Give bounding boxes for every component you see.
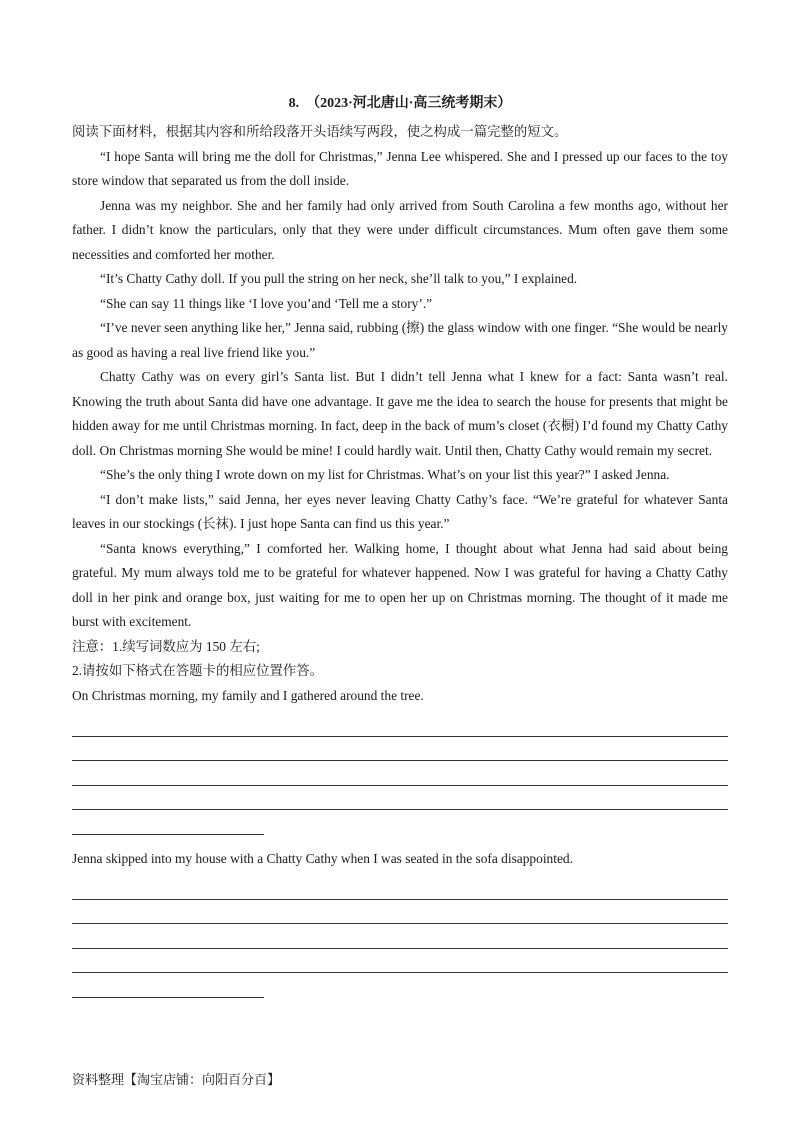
passage-paragraph-5: “I’ve never seen anything like her,” Jenna said, rubbing (擦) the glass window with one finger. “She would be nearly as good as having a real live friend like you.” <box>72 320 728 360</box>
answer-line <box>72 712 728 737</box>
footer-source: 资料整理【淘宝店铺：向阳百分百】 <box>72 1072 281 1087</box>
prompt-paragraph-1: On Christmas morning, my family and I gathered around the tree. <box>72 687 424 703</box>
answer-line-short <box>72 973 264 998</box>
answer-line-short <box>72 810 264 835</box>
note-word-count: 注意：1.续写词数应为 150 左右; <box>72 638 260 654</box>
answer-line <box>72 786 728 811</box>
passage-paragraph-3: “It’s Chatty Cathy doll. If you pull the string on her neck, she’ll talk to you,” I explained. <box>100 271 578 286</box>
question-heading: 8. （2023·河北唐山·高三统考期末） <box>288 96 512 111</box>
instruction-text: 阅读下面材料，根据其内容和所给段落开头语续写两段，使之构成一篇完整的短文。 <box>72 124 568 139</box>
answer-lines-2 <box>72 875 728 998</box>
answer-line <box>72 949 728 974</box>
answer-line <box>72 900 728 925</box>
passage-paragraph-8: “I don’t make lists,” said Jenna, her eyes never leaving Chatty Cathy’s face. “We’re grateful for whatever Santa leaves in our stockings (长袜). I just hope Santa can find us this year.” <box>72 491 728 531</box>
note-format: 2.请按如下格式在答题卡的相应位置作答。 <box>72 663 324 678</box>
passage-paragraph-1: “I hope Santa will bring me the doll for Christmas,” Jenna Lee whispered. She and I pressed up our faces to the toy store window that separated us from the doll inside. <box>72 148 728 188</box>
answer-line <box>72 761 728 786</box>
answer-line <box>72 737 728 762</box>
passage-paragraph-7: “She’s the only thing I wrote down on my list for Christmas. What’s on your list this year?” I asked Jenna. <box>100 467 670 482</box>
passage-paragraph-9: “Santa knows everything,” I comforted her. Walking home, I thought about what Jenna had said about being grateful. My mum always told me to be grateful for whatever happened. Now I was grateful for having a Chatty Cathy doll in her pink and orange box, just waiting for me to open her up on Christmas morning. The thought of it made me burst with excitement. <box>72 540 728 629</box>
passage-paragraph-6: Chatty Cathy was on every girl’s Santa list. But I didn’t tell Jenna what I knew for a fact: Santa wasn’t real. Knowing the truth about Santa did have one advantage. It gave me the idea to search the house for presents that might be hidden away for me until Christmas morning. In fact, deep in the back of mum’s closet (衣橱) I’d found my Chatty Cathy doll. On Christmas morning She would be mine! I could hardly wait. Until then, Chatty Cathy would remain my secret. <box>72 369 728 458</box>
passage-paragraph-2: Jenna was my neighbor. She and her family had only arrived from South Carolina a few months ago, without her father. I didn’t know the particulars, only that they were under difficult circumstances. Mum often gave them some necessities and comforted her mother. <box>72 197 728 262</box>
answer-line <box>72 924 728 949</box>
prompt-paragraph-2: Jenna skipped into my house with a Chatty Cathy when I was seated in the sofa disappointed. <box>72 850 573 866</box>
answer-line <box>72 875 728 900</box>
question-content <box>72 120 728 998</box>
answer-lines-1 <box>72 712 728 835</box>
passage-paragraph-4: “She can say 11 things like ‘I love you’and ‘Tell me a story’.” <box>100 295 433 311</box>
